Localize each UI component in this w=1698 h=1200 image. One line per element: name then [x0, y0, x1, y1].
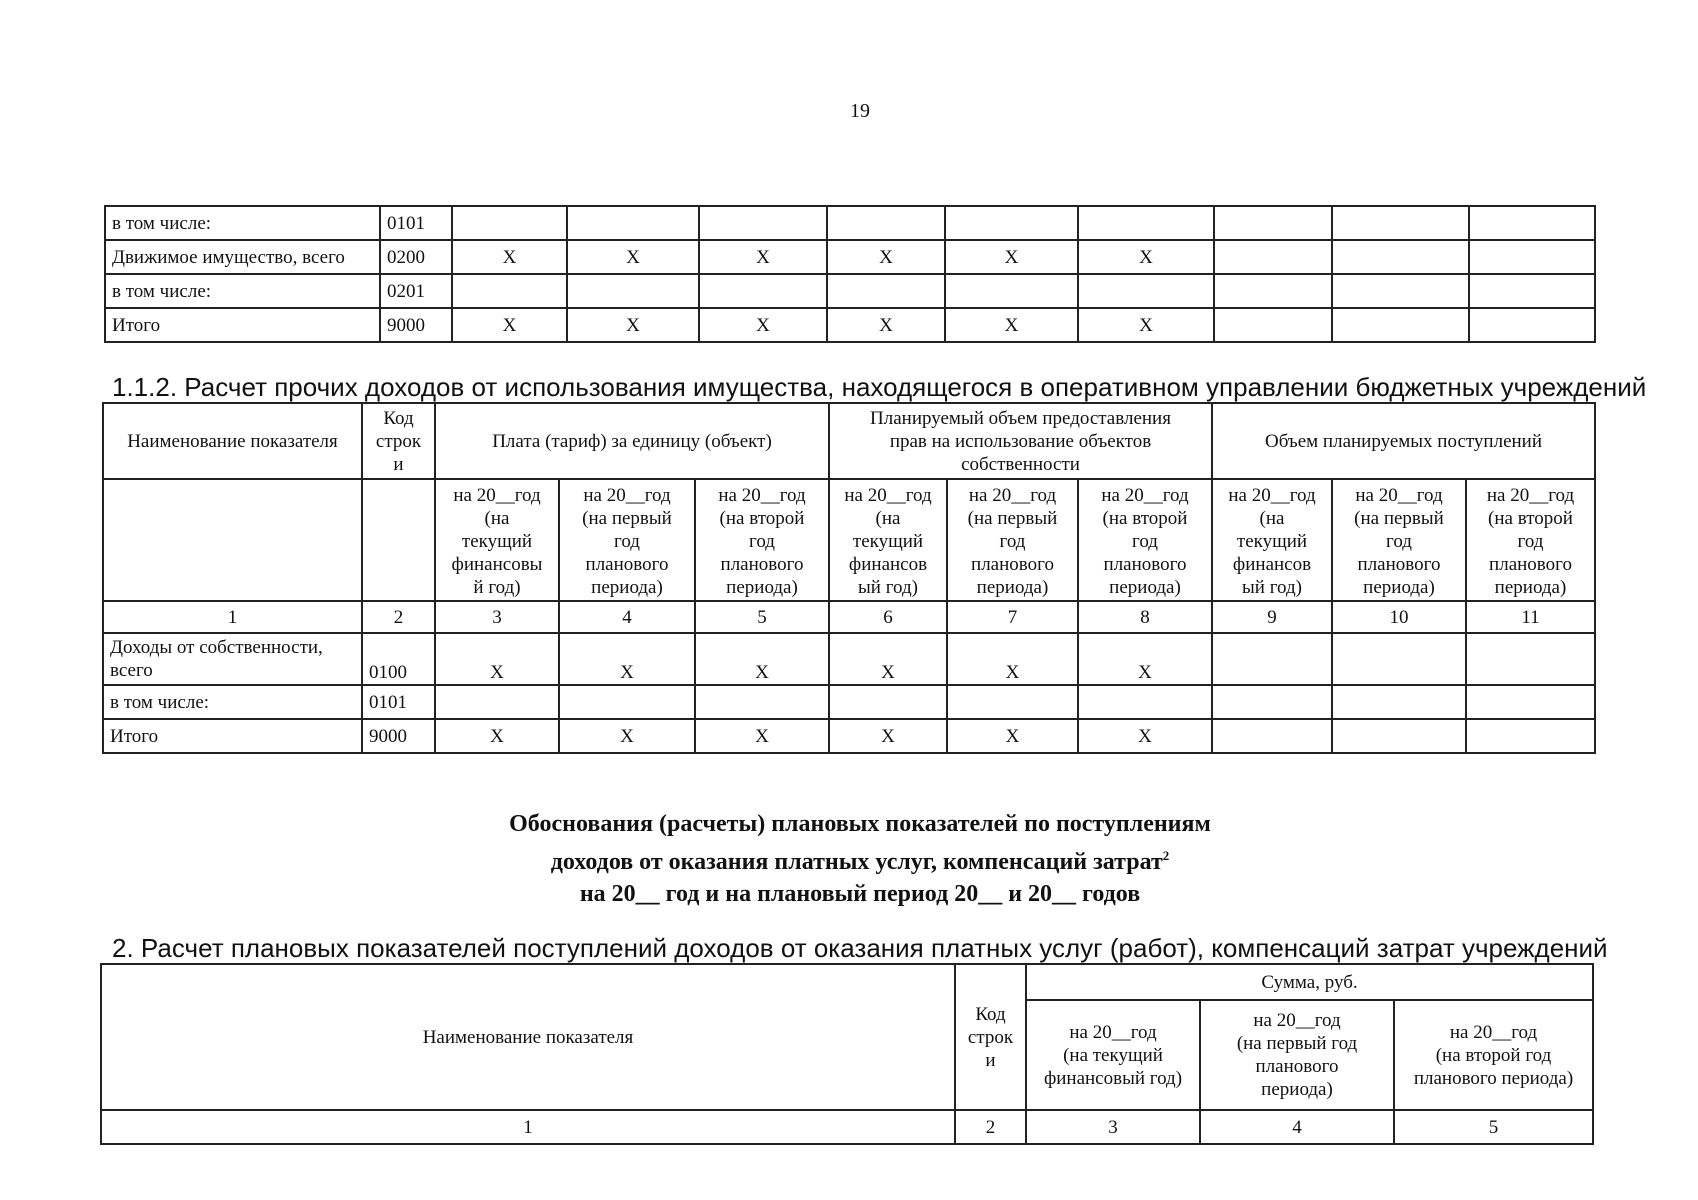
column-number: 5 [1394, 1110, 1593, 1144]
column-number: 7 [947, 601, 1078, 633]
cell: X [1078, 240, 1214, 274]
paid-services-table [100, 963, 1594, 1145]
cell [1212, 685, 1332, 719]
row-code: 0101 [362, 685, 435, 719]
section-2-caption: 2. Расчет плановых показателей поступлений доходов от оказания платных услуг (работ), компенсаций затрат учреждений [112, 933, 1608, 963]
year-header: на 20__год (на текущий финансов ый год) [829, 479, 947, 601]
heading-line-2: доходов от оказания платных услуг, компенсаций затрат$^2$ [550, 848, 1170, 875]
cell [695, 685, 829, 719]
cell [945, 206, 1078, 240]
column-number: 6 [829, 601, 947, 633]
column-number: 4 [559, 601, 695, 633]
header-fee: Плата (тариф) за единицу (объект) [435, 403, 829, 479]
cell: X [1078, 308, 1214, 342]
cell: X [699, 240, 827, 274]
year-header: на 20__год (на второй год планового периода) [1394, 1000, 1593, 1110]
year-header: на 20__год (на второй год планового периода) [1466, 479, 1595, 601]
table-row [105, 240, 1595, 274]
cell [1466, 685, 1595, 719]
column-number: 9 [1212, 601, 1332, 633]
cell [567, 206, 699, 240]
column-number: 3 [1026, 1110, 1200, 1144]
column-number: 11 [1466, 601, 1595, 633]
cell: X [452, 240, 567, 274]
cell: X [947, 633, 1078, 685]
table-row [105, 274, 1595, 308]
cell [945, 274, 1078, 308]
cell [829, 685, 947, 719]
cell [452, 206, 567, 240]
cell [699, 206, 827, 240]
cell [699, 274, 827, 308]
cell [1469, 274, 1595, 308]
cell [1332, 274, 1469, 308]
header-volume: Планируемый объем предоставления прав на использование объектов собственности [829, 403, 1212, 479]
cell: X [827, 240, 945, 274]
cell: X [947, 719, 1078, 753]
cell: X [695, 719, 829, 753]
column-number: 8 [1078, 601, 1212, 633]
header-name-empty [103, 479, 362, 601]
cell [1469, 308, 1595, 342]
page-number: 19 [850, 100, 870, 122]
cell [435, 685, 559, 719]
cell: X [1078, 633, 1212, 685]
column-number: 1 [103, 601, 362, 633]
cell [1078, 206, 1214, 240]
row-code: 0200 [380, 240, 452, 274]
row-name: Движимое имущество, всего [105, 240, 380, 274]
year-header: на 20__год (на второй год планового периода) [695, 479, 829, 601]
cell: X [559, 719, 695, 753]
row-name: Итого [103, 719, 362, 753]
table-row [103, 633, 1595, 685]
cell [1214, 274, 1332, 308]
cell: X [699, 308, 827, 342]
cell: X [945, 240, 1078, 274]
cell [1332, 719, 1466, 753]
row-code: 9000 [380, 308, 452, 342]
header-revenue: Объем планируемых поступлений [1212, 403, 1595, 479]
cell: X [452, 308, 567, 342]
column-number: 5 [695, 601, 829, 633]
cell: X [945, 308, 1078, 342]
cell: X [829, 633, 947, 685]
year-header: на 20__год (на текущий финансовы й год) [435, 479, 559, 601]
row-name: Итого [105, 308, 380, 342]
column-number: 1 [101, 1110, 955, 1144]
cell: X [567, 240, 699, 274]
cell [1214, 240, 1332, 274]
cell [1469, 240, 1595, 274]
cell [452, 274, 567, 308]
row-code: 0100 [362, 633, 435, 685]
row-code: 0101 [380, 206, 452, 240]
row-name: в том числе: [105, 274, 380, 308]
year-header: на 20__год (на текущий финансов ый год) [1212, 479, 1332, 601]
table-row [105, 206, 1595, 240]
other-income-table [102, 402, 1596, 754]
cell: X [1078, 719, 1212, 753]
row-name: Доходы от собственности, всего [103, 633, 362, 685]
cell: X [829, 719, 947, 753]
year-header: на 20__год (на второй год планового периода) [1078, 479, 1212, 601]
header-code: Код строк и [362, 403, 435, 479]
row-code: 9000 [362, 719, 435, 753]
year-header: на 20__год (на текущий финансовый год) [1026, 1000, 1200, 1110]
cell [827, 274, 945, 308]
cell [827, 206, 945, 240]
cell [559, 685, 695, 719]
cell [1332, 206, 1469, 240]
header-code-empty [362, 479, 435, 601]
t2-header-code: Код строк и [955, 964, 1026, 1110]
column-number: 2 [955, 1110, 1026, 1144]
cell: X [567, 308, 699, 342]
cell: X [559, 633, 695, 685]
cell: X [827, 308, 945, 342]
table-row [105, 308, 1595, 342]
column-number: 4 [1200, 1110, 1394, 1144]
cell [1078, 685, 1212, 719]
t2-header-name: Наименование показателя [101, 964, 955, 1110]
column-number: 2 [362, 601, 435, 633]
footnote-mark: 2 [1162, 848, 1170, 863]
cell [947, 685, 1078, 719]
cell [1469, 206, 1595, 240]
header-name: Наименование показателя [103, 403, 362, 479]
cell [1078, 274, 1214, 308]
cell [1212, 719, 1332, 753]
cell [1332, 240, 1469, 274]
year-header: на 20__год (на первый год планового периода) [1200, 1000, 1394, 1110]
continuation-table [104, 205, 1596, 343]
heading-line-1: Обоснования (расчеты) плановых показателей по поступлениям [509, 811, 1211, 837]
cell [567, 274, 699, 308]
row-code: 0201 [380, 274, 452, 308]
heading-line-3: на 20__ год и на плановый период 20__ и 20__ годов [579, 881, 1141, 907]
column-number: 10 [1332, 601, 1466, 633]
cell [1332, 308, 1469, 342]
section-112-caption: 1.1.2. Расчет прочих доходов от использования имущества, находящегося в оперативном управлении бюджетных учреждений [112, 372, 1647, 402]
cell [1214, 206, 1332, 240]
cell [1214, 308, 1332, 342]
cell [1332, 685, 1466, 719]
cell [1466, 633, 1595, 685]
cell: X [695, 633, 829, 685]
table-row [103, 719, 1595, 753]
column-number: 3 [435, 601, 559, 633]
table-row [103, 685, 1595, 719]
row-name: в том числе: [103, 685, 362, 719]
cell [1466, 719, 1595, 753]
cell: X [435, 719, 559, 753]
justification-heading [0, 808, 1698, 910]
t2-header-sum: Сумма, руб. [1026, 964, 1593, 1000]
cell [1332, 633, 1466, 685]
row-name: в том числе: [105, 206, 380, 240]
year-header: на 20__год (на первый год планового периода) [947, 479, 1078, 601]
cell [1212, 633, 1332, 685]
year-header: на 20__год (на первый год планового периода) [559, 479, 695, 601]
cell: X [435, 633, 559, 685]
year-header: на 20__год (на первый год планового периода) [1332, 479, 1466, 601]
